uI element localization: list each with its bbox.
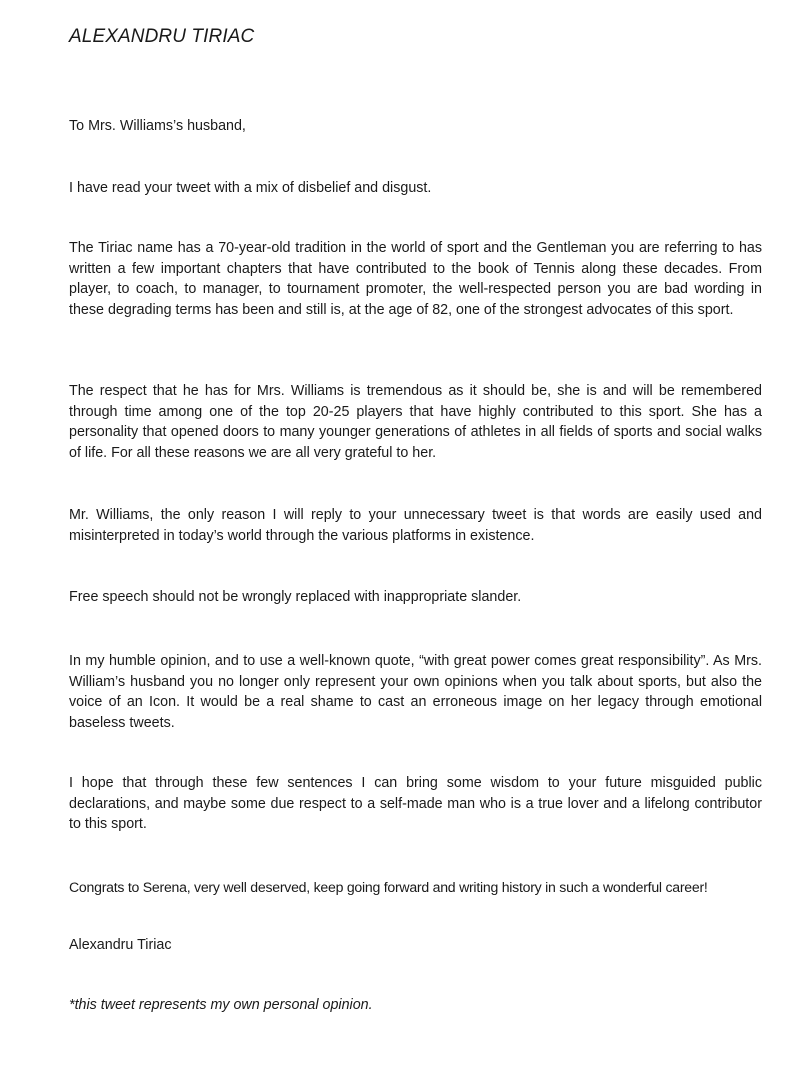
signature: Alexandru Tiriac [69, 937, 172, 953]
paragraph-tiriac-tradition: The Tiriac name has a 70-year-old tradition in the world of sport and the Gentleman you are referring to has written a few important chapters that have contributed to the book of Tennis along these decades. From player, to coach, to manager, to tournament promoter, the well-respected person you are bad wording in these degrading terms has been and still is, at the age of 82, one of the strongest advocates of this sport. [69, 240, 762, 319]
paragraph-wisdom: I hope that through these few sentences I can bring some wisdom to your future misguided public declarations, and maybe some due respect to a self-made man who is a true lover and a lifelong contributor to this sport. [69, 775, 762, 833]
salutation: To Mrs. Williams’s husband, [69, 118, 246, 134]
letterhead: ALEXANDRU TIRIAC [69, 26, 255, 47]
paragraph-humble-opinion: In my humble opinion, and to use a well-known quote, “with great power comes great responsibility”. As Mrs. William’s husband you no longer only represent your own opinions when you talk about sports, but also the voice of an Icon. It would be a real shame to cast an erroneous image on her legacy through emotional baseless tweets. [69, 653, 762, 732]
paragraph-reply-reason: Mr. Williams, the only reason I will reply to your unnecessary tweet is that words are easily used and misinterpreted in today’s world through the various platforms in existence. [69, 507, 762, 544]
paragraph-respect: The respect that he has for Mrs. Williams is tremendous as it should be, she is and will be remembered through time among one of the top 20-25 players that have highly contributed to this sport. She has a personality that opened doors to many younger generations of athletes in all fields of sports and social walks of life. For all these reasons we are all very grateful to her. [69, 383, 762, 462]
paragraph-congrats: Congrats to Serena, very well deserved, keep going forward and writing history in such a wonderful career! [69, 879, 708, 895]
paragraph-free-speech: Free speech should not be wrongly replaced with inappropriate slander. [69, 589, 522, 605]
paragraph-opening: I have read your tweet with a mix of disbelief and disgust. [69, 180, 432, 196]
footnote: *this tweet represents my own personal opinion. [69, 997, 373, 1013]
